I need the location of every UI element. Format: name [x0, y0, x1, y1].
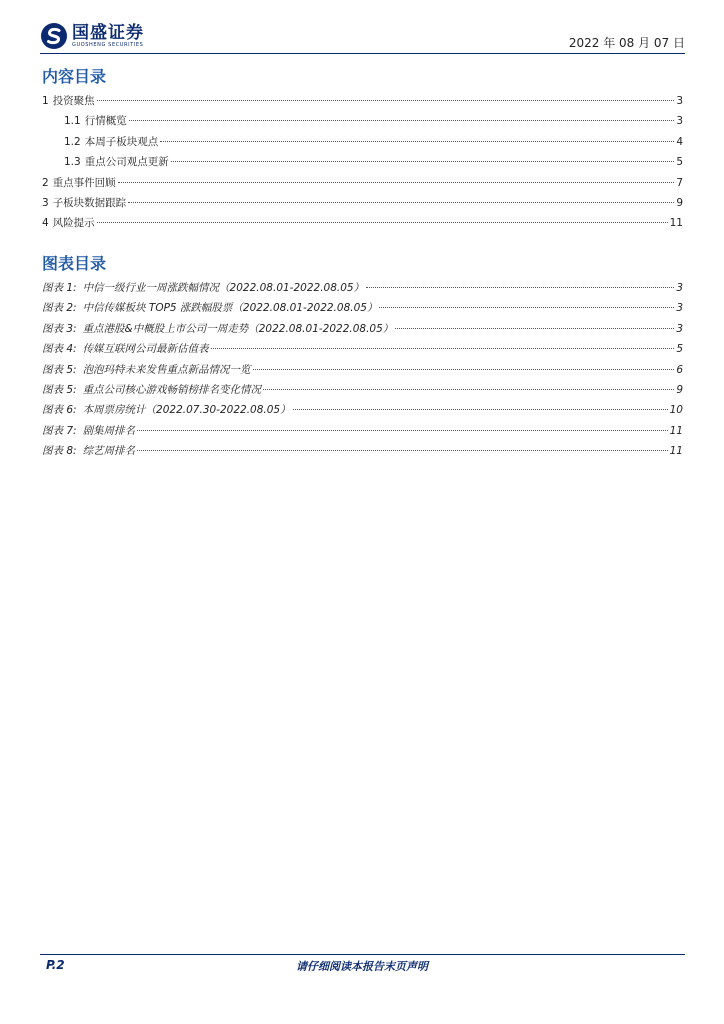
disclaimer-note: 请仔细阅读本报告末页声明 — [296, 960, 428, 973]
page-ref: 3 — [676, 302, 683, 315]
toc-list — [42, 93, 683, 236]
figure-entry[interactable] — [42, 321, 683, 341]
toc-entry[interactable] — [42, 215, 683, 235]
dot-leader — [366, 287, 674, 288]
header-divider — [40, 53, 685, 54]
dot-leader — [171, 161, 675, 162]
figure-entry[interactable] — [42, 443, 683, 463]
figure-entry[interactable] — [42, 280, 683, 300]
page-ref: 9 — [676, 196, 683, 209]
dot-leader — [379, 307, 674, 308]
figure-title: 本周票房统计（2022.07.30-2022.08.05） — [82, 404, 291, 417]
dot-leader — [137, 450, 668, 451]
figure-entry[interactable] — [42, 300, 683, 320]
toc-entry[interactable] — [42, 175, 683, 195]
dot-leader — [128, 202, 674, 203]
page-ref: 3 — [676, 322, 683, 335]
footer-divider — [40, 954, 685, 955]
section-title: 风险提示 — [52, 217, 95, 230]
dot-leader — [263, 389, 674, 390]
toc-title: 内容目录 — [42, 67, 107, 86]
dot-leader — [137, 430, 668, 431]
section-number: 3 — [42, 196, 49, 209]
figure-title: 传媒互联网公司最新估值表 — [82, 343, 209, 356]
dot-leader — [160, 141, 674, 142]
figure-number: 图表 2: — [42, 302, 77, 315]
toc-entry[interactable] — [42, 195, 683, 215]
dot-leader — [118, 182, 675, 183]
dot-leader — [97, 100, 675, 101]
figure-number: 图表 1: — [42, 282, 77, 294]
figure-number: 图表 4: — [42, 343, 77, 356]
page-ref: 9 — [676, 383, 683, 396]
figure-entry[interactable] — [42, 402, 683, 422]
figure-entry[interactable] — [42, 362, 683, 382]
figure-number: 图表 6: — [42, 404, 77, 417]
figure-entry[interactable] — [42, 423, 683, 443]
dot-leader — [129, 120, 675, 121]
dot-leader — [253, 369, 675, 370]
figure-title: 重点公司核心游戏畅销榜排名变化情况 — [82, 383, 262, 396]
toc-entry[interactable] — [42, 113, 683, 133]
figure-title: 中信一级行业一周涨跌幅情况（2022.08.01-2022.08.05） — [82, 282, 365, 294]
dot-leader — [211, 348, 675, 349]
figure-entry[interactable] — [42, 382, 683, 402]
logo-english-name: GUOSHENG SECURITIES — [72, 41, 144, 48]
page-ref: 6 — [676, 363, 683, 376]
figure-title: 泡泡玛特未来发售重点新品情况一览 — [82, 363, 251, 376]
page-ref: 11 — [669, 445, 683, 458]
page-number: P.2 — [46, 958, 65, 972]
figure-number: 图表 5: — [42, 383, 77, 396]
page-header — [40, 20, 685, 56]
figures-title: 图表目录 — [42, 254, 107, 273]
page-ref: 5 — [676, 156, 683, 169]
page-ref: 7 — [676, 176, 683, 189]
dot-leader — [97, 222, 668, 223]
figure-number: 图表 5: — [42, 363, 77, 376]
page-ref: 3 — [676, 115, 683, 128]
logo-chinese-name: 国盛证券 — [72, 22, 144, 43]
figure-number: 图表 8: — [42, 445, 77, 458]
dot-leader — [395, 328, 674, 329]
figure-number: 图表 7: — [42, 424, 77, 437]
page-ref: 11 — [669, 217, 683, 230]
section-number: 1.1 — [64, 115, 81, 128]
section-number: 1 — [42, 95, 49, 107]
company-logo — [40, 22, 144, 50]
section-title: 子板块数据跟踪 — [52, 196, 127, 209]
report-date: 2022 年 08 月 07 日 — [568, 36, 685, 50]
section-title: 投资聚焦 — [52, 95, 95, 107]
page-ref: 10 — [669, 404, 683, 417]
figures-list — [42, 280, 683, 464]
section-title: 行情概览 — [84, 115, 127, 128]
page-ref: 3 — [676, 282, 683, 294]
figure-entry[interactable] — [42, 341, 683, 361]
figure-title: 剧集周排名 — [82, 424, 136, 437]
toc-entry[interactable] — [42, 93, 683, 113]
section-number: 1.2 — [64, 135, 81, 148]
section-number: 4 — [42, 217, 49, 230]
figure-title: 综艺周排名 — [82, 445, 136, 458]
logo-icon — [40, 22, 68, 50]
page-ref: 5 — [676, 343, 683, 356]
page-ref: 4 — [676, 135, 683, 148]
section-title: 重点公司观点更新 — [84, 156, 169, 169]
page-ref: 11 — [669, 424, 683, 437]
toc-entry[interactable] — [42, 134, 683, 154]
figure-title: 中信传媒板块 TOP5 涨跌幅股票（2022.08.01-2022.08.05） — [82, 302, 378, 315]
figure-number: 图表 3: — [42, 322, 77, 335]
section-number: 1.3 — [64, 156, 81, 169]
page-ref: 3 — [676, 95, 683, 107]
section-title: 重点事件回顾 — [52, 176, 116, 189]
toc-entry[interactable] — [42, 154, 683, 174]
section-title: 本周子板块观点 — [84, 135, 159, 148]
figure-title: 重点港股&中概股上市公司一周走势（2022.08.01-2022.08.05） — [82, 322, 394, 335]
section-number: 2 — [42, 176, 49, 189]
dot-leader — [293, 409, 668, 410]
